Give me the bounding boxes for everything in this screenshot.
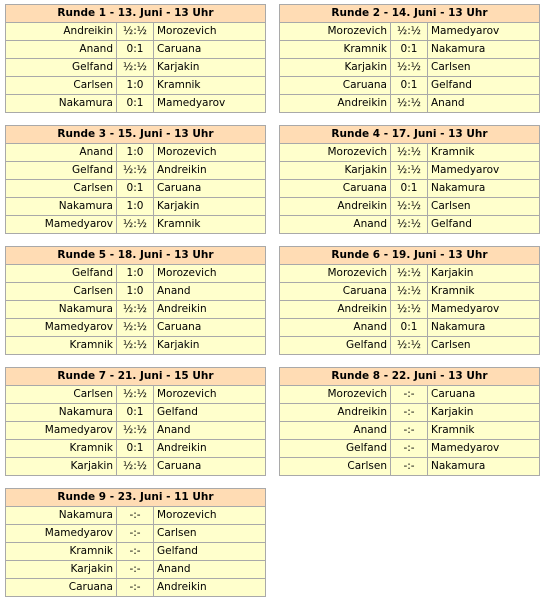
black-player: Kramnik [431, 424, 475, 436]
round-header: Runde 8 - 22. Juni - 13 Uhr [280, 368, 539, 386]
game-row [280, 95, 539, 112]
black-player: Karjakin [157, 339, 200, 351]
game-result: -:- [117, 525, 154, 542]
game-result: ½:½ [391, 144, 428, 161]
black-player: Karjakin [431, 406, 474, 418]
game-row [6, 216, 265, 233]
black-player: Kramnik [431, 285, 475, 297]
round-table-4 [279, 125, 540, 234]
white-player: Nakamura [6, 95, 117, 112]
game-result: ½:½ [117, 458, 154, 475]
round-header: Runde 5 - 18. Juni - 13 Uhr [6, 247, 265, 265]
round-table-7 [5, 367, 266, 476]
white-player: Kramnik [6, 440, 117, 457]
game-result: -:- [391, 386, 428, 403]
game-result: ½:½ [391, 216, 428, 233]
game-result: ½:½ [391, 23, 428, 40]
white-player: Morozevich [280, 265, 391, 282]
black-player: Caruana [157, 182, 202, 194]
white-player: Nakamura [6, 404, 117, 421]
game-result: ½:½ [391, 59, 428, 76]
black-player: Mamedyarov [431, 303, 500, 315]
black-player: Morozevich [157, 509, 217, 521]
white-player: Carlsen [280, 458, 391, 475]
game-row [6, 337, 265, 354]
black-player: Karjakin [157, 200, 200, 212]
black-player: Karjakin [431, 267, 474, 279]
black-player: Caruana [157, 460, 202, 472]
game-row [280, 404, 539, 422]
game-result: ½:½ [117, 162, 154, 179]
round-table-9 [5, 488, 266, 597]
white-player: Kramnik [6, 543, 117, 560]
game-row [280, 337, 539, 354]
game-result: 1:0 [117, 198, 154, 215]
black-player: Gelfand [157, 545, 198, 557]
game-result: 0:1 [117, 41, 154, 58]
black-player: Mamedyarov [431, 164, 500, 176]
round-header: Runde 6 - 19. Juni - 13 Uhr [280, 247, 539, 265]
game-row [6, 579, 265, 596]
game-row [6, 283, 265, 301]
black-player: Andreikin [157, 581, 207, 593]
game-result: 0:1 [391, 77, 428, 94]
white-player: Kramnik [6, 337, 117, 354]
white-player: Gelfand [6, 162, 117, 179]
white-player: Nakamura [6, 198, 117, 215]
game-result: -:- [117, 507, 154, 524]
game-result: 1:0 [117, 283, 154, 300]
game-result: ½:½ [391, 198, 428, 215]
game-result: ½:½ [391, 301, 428, 318]
black-player: Kramnik [157, 79, 201, 91]
black-player: Andreikin [157, 303, 207, 315]
black-player: Morozevich [157, 388, 217, 400]
white-player: Andreikin [280, 301, 391, 318]
game-row [280, 216, 539, 233]
game-row [6, 162, 265, 180]
black-player: Nakamura [431, 460, 486, 472]
black-player: Morozevich [157, 25, 217, 37]
black-player: Anand [431, 97, 465, 109]
game-result: ½:½ [117, 301, 154, 318]
white-player: Mamedyarov [6, 422, 117, 439]
black-player: Mamedyarov [431, 442, 500, 454]
game-row [6, 265, 265, 283]
round-header: Runde 9 - 23. Juni - 11 Uhr [6, 489, 265, 507]
white-player: Nakamura [6, 301, 117, 318]
game-result: ½:½ [117, 386, 154, 403]
game-row [6, 77, 265, 95]
game-result: ½:½ [117, 422, 154, 439]
white-player: Andreikin [6, 23, 117, 40]
game-result: ½:½ [117, 59, 154, 76]
round-header: Runde 7 - 21. Juni - 15 Uhr [6, 368, 265, 386]
white-player: Caruana [280, 283, 391, 300]
game-row [6, 386, 265, 404]
game-row [6, 144, 265, 162]
game-row [6, 41, 265, 59]
white-player: Morozevich [280, 23, 391, 40]
game-row [6, 543, 265, 561]
game-result: 0:1 [117, 180, 154, 197]
round-table-3 [5, 125, 266, 234]
game-result: 0:1 [117, 404, 154, 421]
game-row [6, 301, 265, 319]
white-player: Nakamura [6, 507, 117, 524]
black-player: Karjakin [157, 61, 200, 73]
black-player: Nakamura [431, 43, 486, 55]
game-row [280, 180, 539, 198]
game-row [6, 404, 265, 422]
white-player: Caruana [280, 180, 391, 197]
black-player: Andreikin [157, 442, 207, 454]
black-player: Morozevich [157, 267, 217, 279]
game-row [280, 440, 539, 458]
game-result: -:- [391, 458, 428, 475]
game-result: -:- [391, 440, 428, 457]
game-result: ½:½ [117, 319, 154, 336]
white-player: Morozevich [280, 144, 391, 161]
game-row [280, 422, 539, 440]
black-player: Andreikin [157, 164, 207, 176]
white-player: Gelfand [280, 337, 391, 354]
white-player: Mamedyarov [6, 319, 117, 336]
game-row [280, 59, 539, 77]
white-player: Karjakin [280, 59, 391, 76]
game-row [280, 198, 539, 216]
round-header: Runde 1 - 13. Juni - 13 Uhr [6, 5, 265, 23]
white-player: Anand [280, 422, 391, 439]
white-player: Carlsen [6, 77, 117, 94]
game-row [280, 265, 539, 283]
game-row [280, 77, 539, 95]
game-result: -:- [391, 404, 428, 421]
black-player: Kramnik [431, 146, 475, 158]
black-player: Anand [157, 424, 191, 436]
game-row [280, 144, 539, 162]
black-player: Nakamura [431, 182, 486, 194]
game-row [6, 422, 265, 440]
game-row [280, 23, 539, 41]
white-player: Mamedyarov [6, 525, 117, 542]
black-player: Caruana [157, 43, 202, 55]
game-result: -:- [391, 422, 428, 439]
white-player: Andreikin [280, 198, 391, 215]
black-player: Carlsen [157, 527, 197, 539]
white-player: Anand [280, 319, 391, 336]
white-player: Karjakin [280, 162, 391, 179]
white-player: Gelfand [6, 59, 117, 76]
black-player: Carlsen [431, 339, 471, 351]
black-player: Mamedyarov [157, 97, 226, 109]
game-result: 0:1 [391, 41, 428, 58]
round-table-5 [5, 246, 266, 355]
game-row [6, 561, 265, 579]
game-row [6, 198, 265, 216]
white-player: Karjakin [6, 561, 117, 578]
game-result: 0:1 [391, 319, 428, 336]
game-result: ½:½ [117, 337, 154, 354]
white-player: Andreikin [280, 404, 391, 421]
black-player: Caruana [157, 321, 202, 333]
game-row [6, 440, 265, 458]
black-player: Gelfand [431, 218, 472, 230]
game-result: 0:1 [117, 95, 154, 112]
game-row [280, 319, 539, 337]
black-player: Gelfand [431, 79, 472, 91]
game-row [6, 507, 265, 525]
round-table-2 [279, 4, 540, 113]
game-result: 1:0 [117, 144, 154, 161]
game-row [6, 59, 265, 77]
game-row [280, 458, 539, 475]
game-row [6, 180, 265, 198]
black-player: Carlsen [431, 61, 471, 73]
round-header: Runde 3 - 15. Juni - 13 Uhr [6, 126, 265, 144]
game-row [6, 23, 265, 41]
round-header: Runde 4 - 17. Juni - 13 Uhr [280, 126, 539, 144]
game-result: -:- [117, 543, 154, 560]
black-player: Anand [157, 285, 191, 297]
game-result: 0:1 [391, 180, 428, 197]
white-player: Kramnik [280, 41, 391, 58]
game-row [280, 283, 539, 301]
white-player: Morozevich [280, 386, 391, 403]
game-result: ½:½ [391, 95, 428, 112]
white-player: Mamedyarov [6, 216, 117, 233]
game-result: ½:½ [391, 283, 428, 300]
white-player: Anand [6, 41, 117, 58]
white-player: Anand [280, 216, 391, 233]
game-row [6, 525, 265, 543]
white-player: Andreikin [280, 95, 391, 112]
white-player: Caruana [280, 77, 391, 94]
game-result: ½:½ [117, 23, 154, 40]
game-result: 1:0 [117, 77, 154, 94]
game-result: -:- [117, 579, 154, 596]
game-result: ½:½ [391, 337, 428, 354]
white-player: Carlsen [6, 180, 117, 197]
white-player: Gelfand [280, 440, 391, 457]
black-player: Nakamura [431, 321, 486, 333]
black-player: Kramnik [157, 218, 201, 230]
game-result: ½:½ [391, 265, 428, 282]
round-table-6 [279, 246, 540, 355]
game-row [280, 386, 539, 404]
white-player: Carlsen [6, 283, 117, 300]
round-header: Runde 2 - 14. Juni - 13 Uhr [280, 5, 539, 23]
white-player: Karjakin [6, 458, 117, 475]
game-result: 0:1 [117, 440, 154, 457]
white-player: Gelfand [6, 265, 117, 282]
game-result: -:- [117, 561, 154, 578]
game-row [6, 319, 265, 337]
game-row [280, 41, 539, 59]
game-row [6, 95, 265, 112]
white-player: Anand [6, 144, 117, 161]
game-row [280, 162, 539, 180]
round-table-8 [279, 367, 540, 476]
black-player: Carlsen [431, 200, 471, 212]
black-player: Anand [157, 563, 191, 575]
game-result: ½:½ [391, 162, 428, 179]
white-player: Caruana [6, 579, 117, 596]
game-result: ½:½ [117, 216, 154, 233]
game-row [6, 458, 265, 475]
white-player: Carlsen [6, 386, 117, 403]
game-row [280, 301, 539, 319]
black-player: Mamedyarov [431, 25, 500, 37]
black-player: Morozevich [157, 146, 217, 158]
black-player: Gelfand [157, 406, 198, 418]
black-player: Caruana [431, 388, 476, 400]
round-table-1 [5, 4, 266, 113]
game-result: 1:0 [117, 265, 154, 282]
